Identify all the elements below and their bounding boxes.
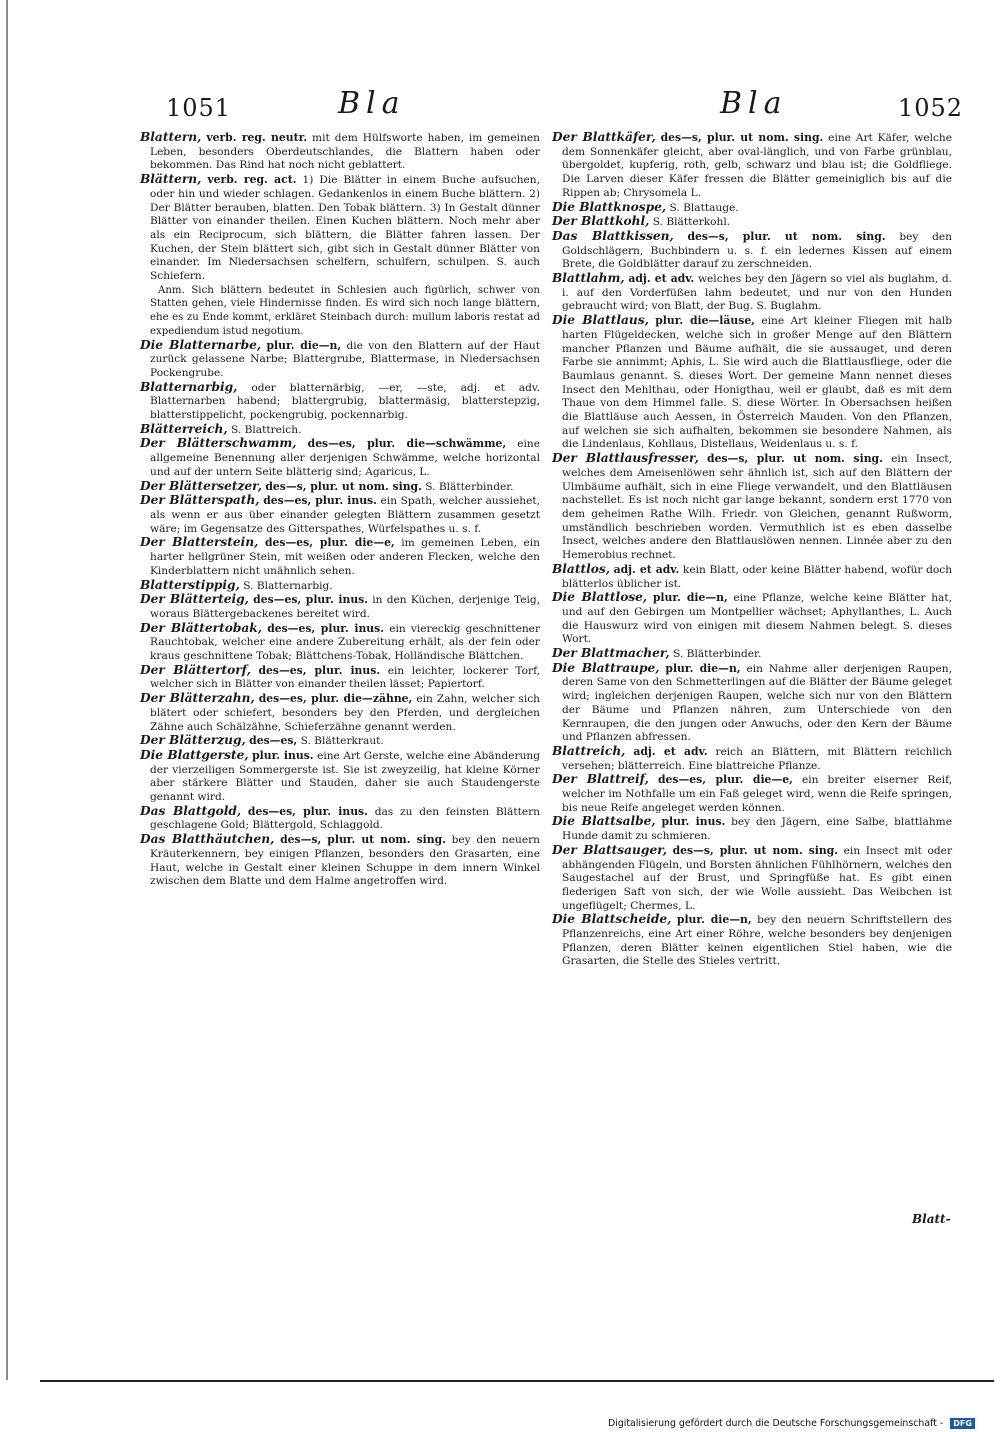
entry-grammar: verb. reg. neutr. [206,131,308,144]
entry-grammar: plur. die—n, [676,913,752,927]
entry-text: ein breiter eiserner Reif, welcher im Nothfalle um ein Faß geleget wird, wenn die Reife springen, bis neue Reife angeleget werden können. [562,774,952,814]
left-column [140,131,540,889]
entry-grammar: plur. inus. [252,748,314,762]
left-entry [140,536,540,578]
entry-text: ein Insect mit oder abhängenden Flügeln, und Borsten ähnlichen Fühlhörnern, welches den Saugestachel auf der Brust, und Springfüße hat. Es gibt einen flederigen Saft von sich, der wie Wolle aussieht. Das Weibchen ist ungeflügelt; Chermes, L. [562,844,953,912]
left-entry [140,494,540,536]
left-entry [140,805,540,833]
entry-text: S. Blätterkraut. [300,735,384,748]
right-running-head: Bla [720,86,788,121]
right-entry [552,201,952,216]
entry-text: reich an Blättern, mit Blättern reichlich versehen; blätterreich. Eine blattreiche Pflanze. [562,745,953,772]
right-entry [552,230,952,272]
entry-text: S. Blattauge. [669,201,739,214]
entry-text: welches bey den Jägern so viel als buglahm, d. i. auf den Vorderfüßen lahm bedeutet, und nur von den Hunden gebraucht wird; von Blatt, der Bug. S. Buglahm. [562,273,952,313]
entry-text: 1) Die Blätter in einem Buche aufsuchen, oder hin und wieder schlagen. Gedankenlos in einem Buche blättern. 2) Der Blätter berauben, blatten. Den Tobak blättern. 3) In Gestalt dünner Blätter von einander theilen. Einen Kuchen blättern. Noch mehr aber als ein Reciprocum, sich blättern, die Blätter fahren lassen. Der Kuchen, der Stein blättert sich, gibt sich in Gestalt dünner Blätter von einander. Im Niedersachsen schelfern, schulfern, schulpen. S. auch Schiefern. [150,174,540,283]
right-entry [552,591,952,647]
entry-text: ein Insect, welches dem Ameisenlöwen sehr ähnlich ist, sich auf den Blättern der Ulmbäume aufhält, sich in eine Fliege verwandelt, und den Blattläusen nachstellet. Es ist noch nicht gar lange bekannt, sondern erst 1770 von dem geheimen Rathe Wilh. Friedr. von Gleichen, genannt Rußworm, umständlich beschrieben worden. Vermuthlich ist es eben dasselbe Insect, welches andere den Blattlauslöwen nennen. Linnée aber zu den Hemerobius rechnet. [562,453,953,562]
left-entry [140,173,540,284]
entry-headword: Die Blattraupe, [552,660,660,675]
right-entry [552,844,952,914]
entry-grammar: des—s, plur. ut nom. sing. [280,833,446,847]
right-entry [552,215,952,230]
entry-headword: Die Blattsalbe, [552,814,656,829]
footer-text: Digitalisierung gefördert durch die Deutsche Forschungsgemeinschaft - [608,1418,944,1429]
left-entry [140,579,540,594]
entry-text: S. Blätterbinder. [425,480,514,493]
entry-headword: Das Blattkissen, [552,228,674,243]
entry-text: in den Küchen, derjenige Teig, woraus Blättergebackenes bereitet wird. [150,594,540,620]
entry-grammar: adj. et adv. [613,562,680,576]
entry-headword: Der Blattlausfresser, [552,451,699,466]
right-entry [552,272,952,314]
entry-headword: Der Blätterspath, [140,493,260,508]
entry-text: S. Blatternarbig. [243,579,333,592]
entry-grammar: plur. inus. [661,815,726,829]
left-entry [140,833,540,889]
entry-grammar: des—es, plur. inus. [247,804,368,818]
right-entry [552,913,952,969]
entry-headword: Der Blätterteig, [140,592,249,607]
entry-text: S. Blätterkohl. [652,216,731,229]
entry-headword: Blattlos, [552,561,610,576]
right-entry [552,773,952,815]
entry-headword: Der Blattkäfer, [552,130,656,144]
left-entry [140,734,540,749]
entry-headword: Der Blätterzahn, [140,691,255,706]
entry-text: eine Art Käfer, welche dem Sonnenkäfer gleicht, aber oval-länglich, und von Farbe grünblau, übergoldet, kupferig, roth, gelb, schwarz und blau ist; die Goldfliege. Die Larven dieser Käfer fressen die Blätter gemeiniglich bis auf die Rippen ab; Chrysomela L. [562,132,953,199]
left-entry [140,749,540,805]
entry-text: S. Blätterbinder. [673,648,762,661]
entry-grammar: adj. et adv. [633,744,708,758]
left-entry [140,131,540,173]
entry-grammar: des—s, plur. ut nom. sing. [660,131,824,144]
entry-headword: Der Blattkohl, [552,214,650,229]
left-entry [140,284,540,339]
left-page-number: 1051 [166,94,232,122]
entry-text: eine Art Gerste, welche eine Abänderung der vierzeiligen Sommergerste ist. Sie ist zweyzeilig, hat kleine Körner aber stärkere Blätter und Stauden, daher sie auch Staudengerste genannt wird. [150,749,540,804]
entry-headword: Das Blatthäutchen, [140,832,275,847]
entry-grammar: des—s, plur. ut nom. sing. [672,843,839,857]
left-entry [140,339,540,381]
entry-grammar: des—s, plur. ut nom. sing. [687,229,886,243]
left-entry [140,692,540,734]
entry-text: ein Spath, welcher aussiehet, als wenn er aus über einander gelegten Blättern zusammen gesetzt wäre; im Gegensatze des Gitterspathes, Würfelspathes u. s. f. [150,495,540,535]
entry-headword: Der Blatterstein, [140,535,259,550]
entry-headword: Der Blättertobak, [140,620,262,635]
right-entry [552,314,952,452]
entry-text: die von den Blattern auf der Haut zurück gelassene Narbe; Blattergrube, Blattermase, in Niedersachsen Pockengrube. [150,339,541,379]
left-entry [140,381,540,423]
entry-text: ein Nahme aller derjenigen Raupen, deren Same von den Schmetterlingen auf die Blätter der Bäume geleget wird; ingleichen derjenigen Raupen, welche sich nur von den Blättern der Bäume und Pflanzen nähren, zum Unterschiede von den Kernraupen, die den jungen oder Anwuchs, oder den Kern der Bäume und Pflanzen abfressen. [562,662,952,744]
entry-grammar: plur. die—n, [266,338,342,352]
left-entry [140,622,540,664]
entry-headword: Blattreich, [552,743,626,758]
entry-text: eine Pflanze, welche keine Blätter hat, und auf den Gebirgen um Montpellier wächset; Aphyllanthes, L. Auch die Hauswurz wird von einigen mit diesem Nahmen belegt. S. dieses Wort. [562,592,952,646]
entry-text: eine Art kleiner Fliegen mit halb harten Flügeldecken, welche sich in großer Menge auf den Blättern mancher Pflanzen und Bäume aufhält, die sie aussauget, und deren Farbe sie annimmt; Aphis, L. Sie wird auch die Blattlausfliege, oder die Baumlaus genannt. S. dieses Wort. Der gemeine Mann nennet dieses Insect den Mehlthau, oder Honigthau, weil er glaubt, daß es mit dem Thaue von dem Himmel falle. S. diese Wörter. In Obersachsen heißen die Blattläuse auch Aessen, in Österreich Mauden. Von den Pflanzen, auf welchen sie sich aufhalten, bekommen sie besondere Nahmen, als die Lindenlaus, Kohllaus, Distellaus, Weidenlaus u. s. f. [562,315,952,451]
entry-text: im gemeinen Leben, ein harter hellgrüner Stein, mit weißen oder anderen Flecken, welche den Kinderblattern nicht unähnlich sehen. [150,537,541,577]
entry-headword: Das Blattgold, [140,803,242,818]
entry-grammar: adj. et adv. [628,272,695,286]
bottom-rule [40,1380,994,1382]
entry-headword: Die Blattscheide, [552,912,672,927]
entry-text: bey den Goldschlägern, Buchbindern u. s. f. ein ledernes Kissen auf einem Brete, die Goldblätter darauf zu zerschneiden. [562,230,952,271]
entry-headword: Der Blätterzug, [140,733,246,748]
dfg-logo: DFG [950,1418,975,1429]
entry-headword: Die Blattgerste, [140,747,249,762]
entry-text: bey den neuern Kräuterkennern, bey einigen Pflanzen, besonders den Grasarten, eine Haut, welche in Gestalt einer kleinen Schuppe in dem innern Winkel zwischen dem Blatte und dem Halme angetroffen wird. [150,834,540,888]
right-entry [552,647,952,662]
entry-headword: Die Blattlaus, [552,313,649,328]
entry-text: S. Blattreich. [230,423,302,436]
entry-grammar: des—s, plur. ut nom. sing. [707,452,883,466]
page-binding-edge [6,0,8,1380]
right-entry [552,815,952,843]
catchword: Blatt- [912,1212,951,1226]
right-entry [552,563,952,591]
entry-headword: Die Blatternarbe, [140,337,262,352]
right-entry [552,662,952,745]
entry-headword: Blattern, [140,130,202,144]
entry-headword: Die Blattknospe, [552,199,667,214]
right-entry [552,452,952,563]
entry-grammar: des—es, plur. die—e, [264,536,395,550]
left-entry [140,664,540,692]
right-entry [552,131,952,201]
entry-headword: Blatterstippig, [140,577,240,592]
entry-grammar: des—es, [249,734,298,748]
entry-headword: Der Blattreif, [552,772,649,787]
entry-text: ein Zahn, welcher sich blätert oder schiefert, besonders bey den Pferden, und dergleichen Zähne auch Schälzähne, Schieferzähne genannt werden. [150,693,540,733]
entry-text: oder blatternärbig, —er, —ste, adj. et adv. Blatternarben habend; blattergrubig, blattermäsig, blatterstepzig, blatterstippelicht, pockengrubig, pockennarbig. [150,381,540,422]
left-entry [140,437,540,479]
entry-headword: Blätterreich, [140,421,228,436]
entry-grammar: des—es, plur. die—zähne, [258,692,413,706]
entry-headword: Der Blattmacher, [552,646,670,661]
entry-grammar: verb. reg. act. [207,173,297,187]
entry-headword: Die Blattlose, [552,590,648,605]
entry-headword: Der Blättersetzer, [140,478,262,493]
entry-text: kein Blatt, oder keine Blätter habend, wofür doch blätterlos üblicher ist. [562,563,953,590]
entry-text: Anm. Sich blättern bedeutet in Schlesien auch figürlich, schwer von Statten gehen, viele Hindernisse finden. Es wird sich noch lange blättern, ehe es zu Ende kommt, erkläret Steinbach durch: mullum laboris restat ad expediendum istud negotium. [150,284,540,337]
entry-grammar: des—s, plur. ut nom. sing. [265,479,422,493]
entry-text: ein viereckig geschnittener Rauchtobak, welcher eine andere Zubereitung erhält, als der fein oder kraus geschnittene Tobak; Blättchens-Tobak, Holländische Blättchen. [150,622,541,663]
entry-text: bey den neuern Schriftstellern des Pflanzenreichs, eine Art einer Röhre, welche besonders bey denjenigen Pflanzen, deren Blätter keinen eigentlichen Stiel haben, wie die Grasarten, die Stelle des Stieles vertritt. [562,914,952,968]
entry-text: eine allgemeine Benennung aller derjenigen Schwämme, welche horizontal und auf der untern Seite blätterig sind; Agaricus, L. [150,438,540,478]
left-running-head: Bla [338,86,406,121]
entry-headword: Blättern, [140,172,202,187]
entry-text: ein leichter, lockerer Torf, welcher sich in Blätter von einander theilen lässet; Papiertorf. [150,664,540,691]
entry-text: bey den Jägern, eine Salbe, blattlahme Hunde damit zu schmieren. [562,816,952,843]
entry-grammar: plur. die—n, [665,661,741,675]
entry-grammar: plur. die—läuse, [655,314,755,328]
entry-headword: Blattlahm, [552,271,625,286]
right-column [552,131,952,969]
entry-headword: Der Blättertorf, [140,662,251,677]
right-page-number: 1052 [898,94,964,122]
left-entry [140,593,540,621]
footer-credit [608,1418,975,1429]
right-entry [552,745,952,773]
entry-grammar: des—es, plur. die—schwämme, [307,437,507,451]
left-entry [140,480,540,495]
entry-grammar: des—es, plur. inus. [253,593,369,607]
entry-text: das zu den feinsten Blättern geschlagene Gold; Blättergold, Schlaggold. [150,805,540,832]
entry-headword: Der Blattsauger, [552,842,667,857]
entry-grammar: des—es, plur. die—e, [657,773,793,787]
left-entry [140,423,540,438]
entry-text: mit dem Hülfsworte haben, im gemeinen Leben, besonders Oberdeutschlandes, die Blattern haben oder bekommen. Das Rind hat noch nicht geblattert. [150,132,540,172]
entry-grammar: des—es, plur. inus. [267,621,384,635]
entry-headword: Blatternarbig, [140,379,238,394]
entry-grammar: des—es, plur. inus. [258,663,381,677]
entry-headword: Der Blätterschwamm, [140,436,297,451]
entry-grammar: plur. die—n, [652,591,728,605]
entry-grammar: des—es, plur. inus. [263,494,377,508]
